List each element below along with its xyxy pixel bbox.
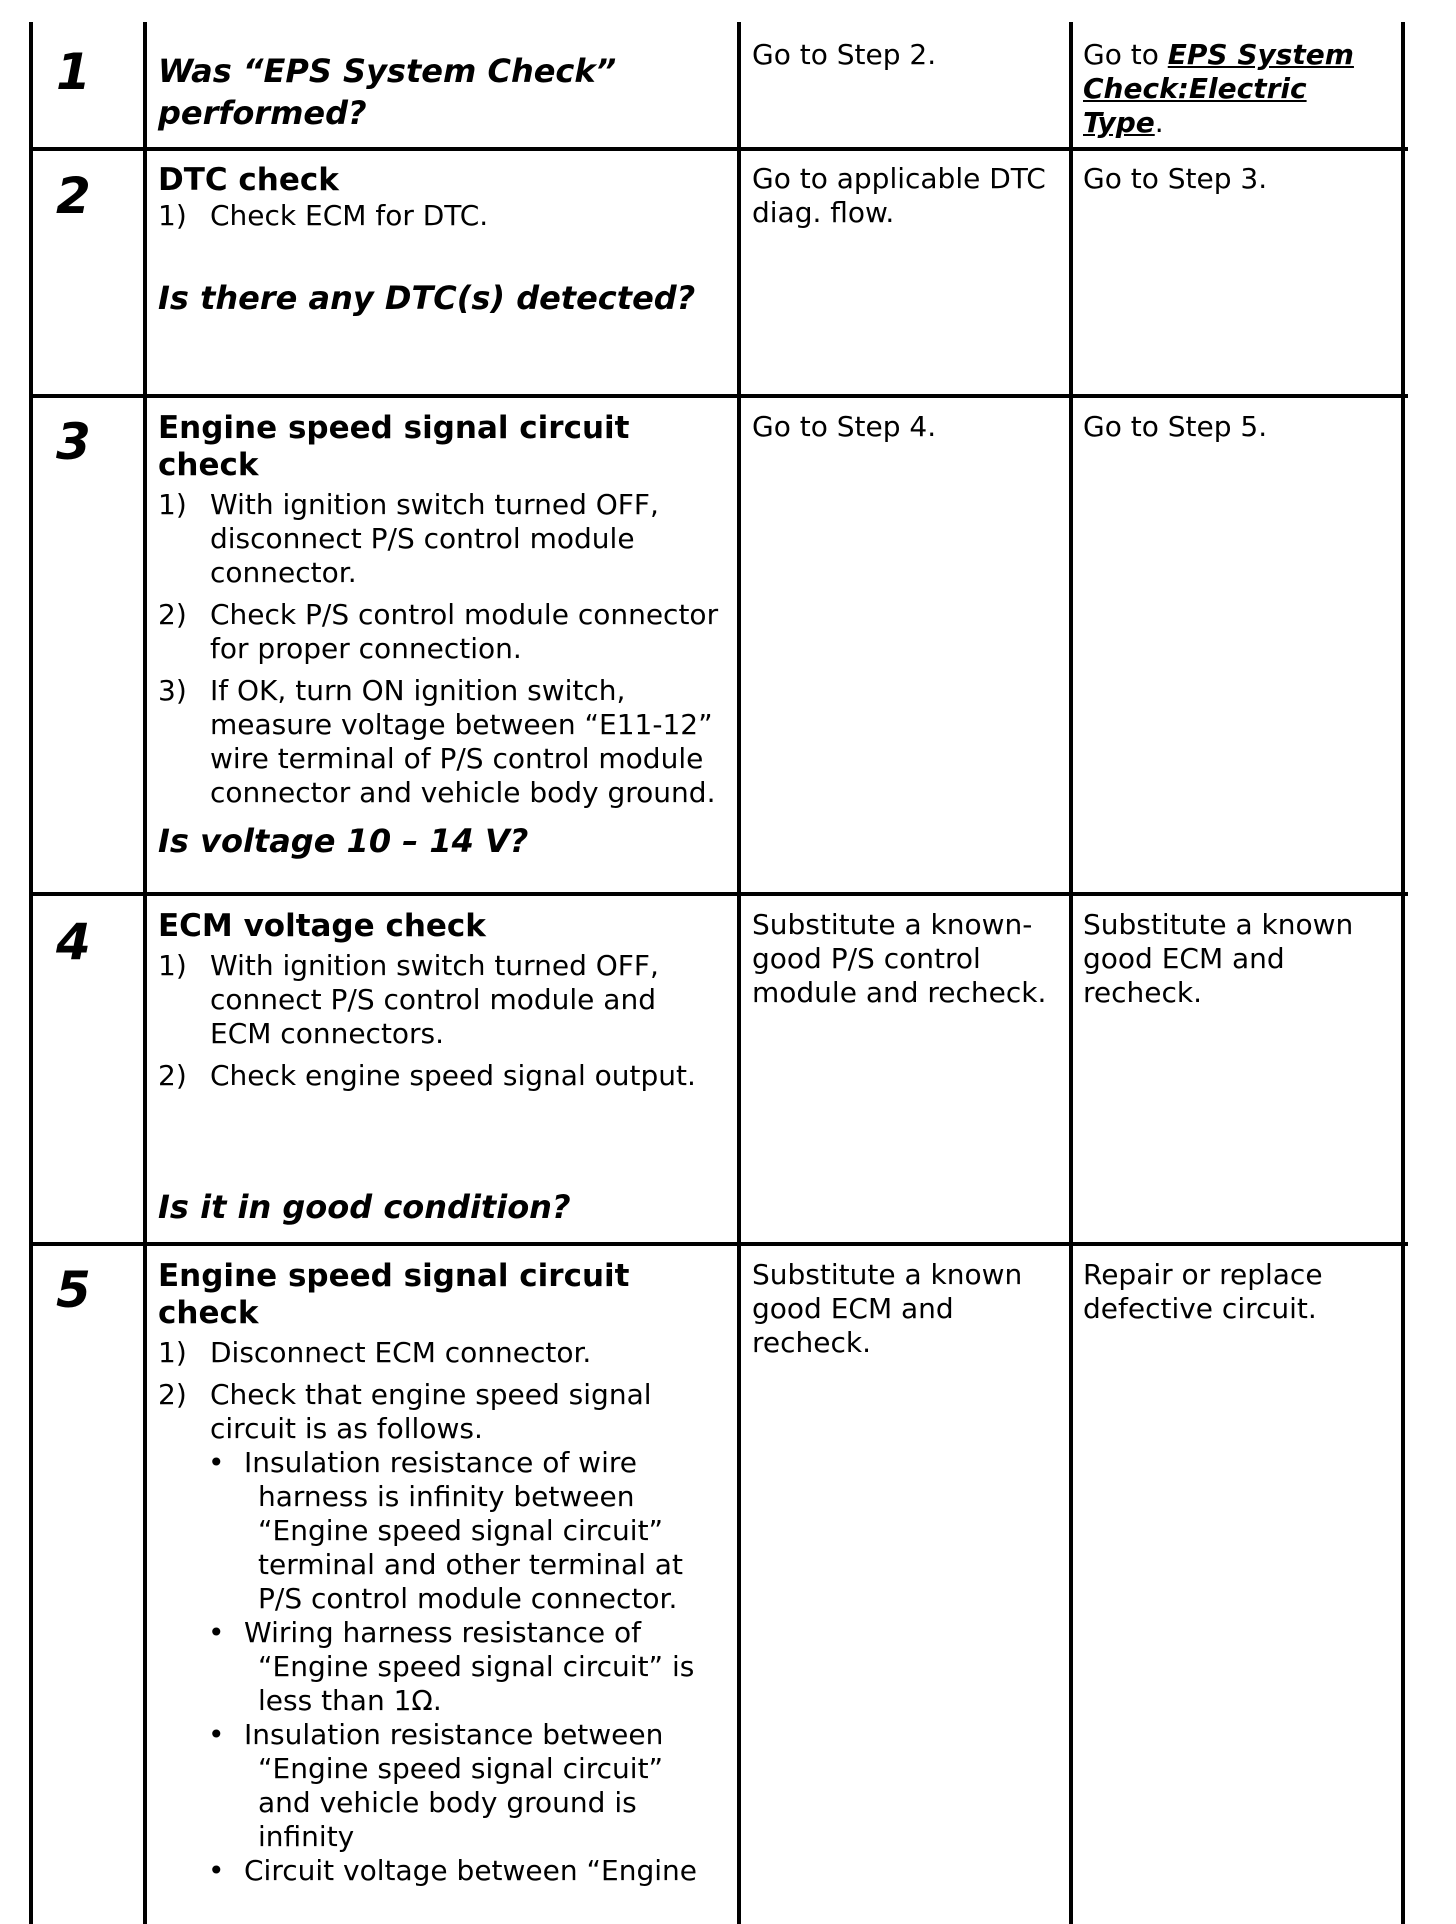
- step-content: [158, 410, 723, 862]
- step-item-number: 1): [158, 1336, 187, 1369]
- step-question: Is there any DTC(s) detected?: [158, 279, 696, 317]
- step-title: ECM voltage check: [158, 908, 486, 944]
- step-item: [158, 674, 723, 810]
- step-item: [158, 1336, 723, 1370]
- step-question: Was “EPS System Check” performed?: [158, 52, 617, 132]
- step-number: 3: [56, 413, 91, 471]
- row-divider: [31, 147, 1408, 151]
- no-action-prefix: Go to: [1083, 38, 1168, 71]
- no-action: Substitute a known good ECM and recheck.: [1083, 908, 1354, 1009]
- step-item-text: With ignition switch turned OFF, connect P/S control module and ECM connectors.: [210, 949, 659, 1050]
- no-action-suffix: .: [1154, 106, 1164, 139]
- step-question: Is it in good condition?: [158, 1188, 571, 1226]
- table-border-left: [29, 22, 33, 1924]
- yes-action: Substitute a known good ECM and recheck.: [752, 1258, 1023, 1359]
- step-item-text: Check engine speed signal output.: [210, 1059, 696, 1092]
- step-content: [158, 162, 723, 319]
- no-action: Repair or replace defective circuit.: [1083, 1258, 1323, 1325]
- step-number: 4: [56, 913, 91, 971]
- table-border-right: [1401, 22, 1405, 1924]
- yes-action: Substitute a known-good P/S control module and recheck.: [752, 908, 1047, 1009]
- list-item: [208, 1718, 723, 1854]
- no-action: Go to Step 5.: [1083, 410, 1268, 443]
- step-item: [158, 488, 723, 590]
- step-item: [158, 949, 723, 1051]
- yes-action: Go to applicable DTC diag. flow.: [752, 162, 1046, 229]
- list-item: [208, 1854, 723, 1888]
- row-divider: [31, 892, 1408, 896]
- list-item: [208, 1616, 723, 1718]
- step-item-text: Check P/S control module connector for proper connection.: [210, 598, 719, 665]
- step-item-number: 2): [158, 1059, 187, 1092]
- yes-action: Go to Step 2.: [752, 38, 937, 71]
- step-content: [158, 908, 723, 1093]
- step-item-text: Check that engine speed signal circuit is as follows.: [210, 1378, 652, 1445]
- bullet-icon: •: [208, 1854, 225, 1887]
- list-item-text: Circuit voltage between “Engine: [244, 1854, 697, 1887]
- step-item-text: Disconnect ECM connector.: [210, 1336, 592, 1369]
- table-divider-yes: [1069, 22, 1073, 1924]
- eps-system-check-link[interactable]: EPS System Check:Electric Type: [1083, 38, 1354, 139]
- step-item: [158, 1378, 723, 1446]
- no-action: Go to Step 3.: [1083, 162, 1268, 195]
- step-content: [158, 1258, 723, 1888]
- list-item-text: Insulation resistance between “Engine speed signal circuit” and vehicle body ground is infinity: [244, 1718, 664, 1853]
- step-title: DTC check: [158, 162, 339, 198]
- step-item-number: 1): [158, 488, 187, 521]
- step-item-number: 3): [158, 674, 187, 707]
- step-item-number: 2): [158, 1378, 187, 1411]
- list-item-text: Insulation resistance of wire harness is infinity between “Engine speed signal circuit” terminal and other terminal at P/S control module connector.: [244, 1446, 683, 1615]
- step-item-text: With ignition switch turned OFF, disconnect P/S control module connector.: [210, 488, 659, 589]
- step-item-text: If OK, turn ON ignition switch, measure voltage between “E11-12” wire terminal of P/S control module connector and vehicle body ground.: [210, 674, 716, 809]
- step-item: [158, 199, 723, 233]
- step-question: Is voltage 10 – 14 V?: [158, 822, 529, 860]
- step-title: Engine speed signal circuit check: [158, 410, 630, 483]
- bullet-icon: •: [208, 1616, 225, 1649]
- step-item-number: 1): [158, 949, 187, 982]
- step-item-number: 2): [158, 598, 187, 631]
- step-item: [158, 1059, 723, 1093]
- table-divider-action: [737, 22, 741, 1924]
- step-item-number: 1): [158, 199, 187, 232]
- step-number: 1: [56, 43, 91, 101]
- row-divider: [31, 394, 1408, 398]
- yes-action: Go to Step 4.: [752, 410, 937, 443]
- step-item: [158, 598, 723, 666]
- row-divider: [31, 1242, 1408, 1246]
- table-divider-step: [143, 22, 147, 1924]
- step-title: Engine speed signal circuit check: [158, 1258, 630, 1331]
- list-item-text: Wiring harness resistance of “Engine speed signal circuit” is less than 1Ω.: [244, 1616, 695, 1717]
- list-item: [208, 1446, 723, 1616]
- bullet-icon: •: [208, 1446, 225, 1479]
- bullet-list: [158, 1446, 723, 1888]
- step-item-text: Check ECM for DTC.: [210, 199, 489, 232]
- step-number: 5: [56, 1261, 91, 1319]
- no-action: [1083, 38, 1393, 140]
- bullet-icon: •: [208, 1718, 225, 1751]
- step-number: 2: [56, 167, 91, 225]
